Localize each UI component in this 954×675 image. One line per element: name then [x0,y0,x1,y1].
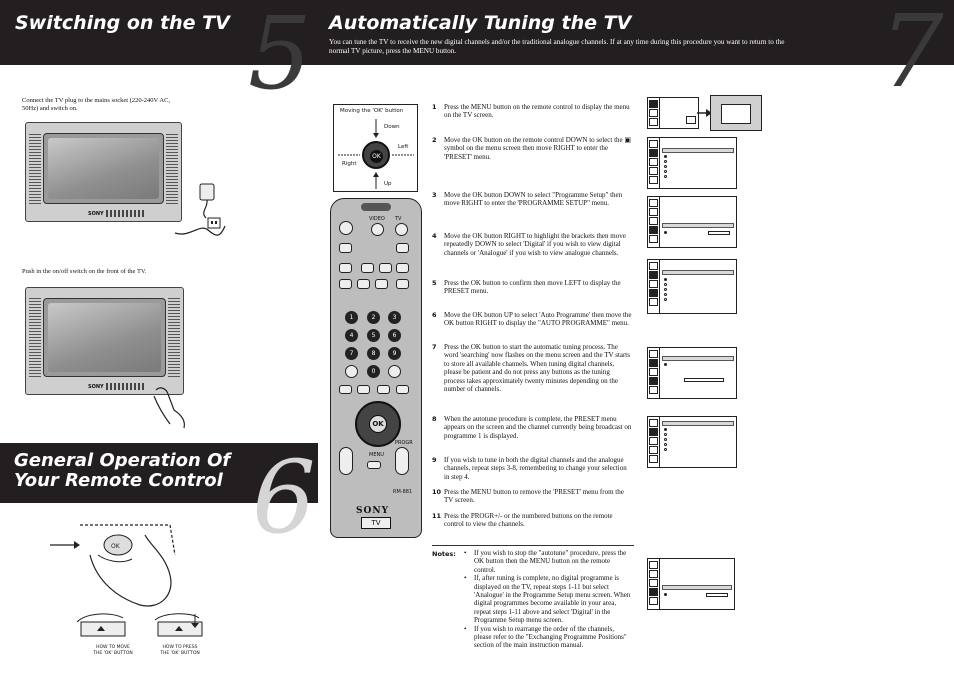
step-number: 2 [432,136,437,144]
notes-list [464,549,632,650]
menu-icon [649,386,658,394]
step-5 [432,279,632,296]
step-number: 9 [432,456,437,464]
tv-label: TV [395,216,402,222]
volume-rocker[interactable] [339,447,353,475]
menu-icon [649,377,658,385]
number-button-9[interactable]: 9 [388,347,401,360]
note-item: • If you wish to stop the "autotune" procedure, press the OK button then the MENU button on the remote control. [464,549,632,574]
progr-rocker[interactable] [395,447,409,475]
menu-icon [649,359,658,367]
tv-brand: SONY [88,384,104,390]
menu-icon [649,455,658,463]
function-button[interactable] [377,385,390,394]
menu-icon [649,437,658,445]
label-up: Up [384,181,392,187]
step-number: 4 [432,232,437,240]
menu-icon [649,579,658,587]
switching-title: Switching on the TV [15,12,230,34]
function-button[interactable] [375,279,388,289]
number-button-6[interactable]: 6 [388,329,401,342]
menu-icon [649,298,658,306]
menu-icon [649,208,658,216]
function-button[interactable] [379,263,392,273]
step-text: Press the OK button to start the automatic tuning process. The word 'searching' now flashes on the menu screen and the TV starts to store all available channels. When tuning digital channels, please be patient and do not press any buttons as the tuning process takes approximately twenty minutes depending on the number of channels. [444,343,630,394]
tv-screen [43,298,166,377]
menu-icon [649,167,658,175]
number-button-7[interactable]: 7 [345,347,358,360]
menu-screen-step-5 [647,259,737,314]
menu-highlight [662,270,734,275]
step-text: Move the OK button RIGHT to highlight the brackets then move repeatedly DOWN to select 'Digital' if you wish to view digital channels or 'Analogue' if you wish to view analogue channels. [444,232,626,257]
number-button-5[interactable]: 5 [367,329,380,342]
menu-bullet [664,443,667,446]
hand-pressing-switch-illustration [150,380,190,430]
menu-bullet [664,170,667,173]
step-text: Press the MENU button on the remote control to display the menu on the TV screen. [444,103,630,120]
menu-icon [649,428,658,436]
step-number: 8 [432,415,437,423]
step-text: Press the PROGR+/- or the numbered buttons on the remote control to view the channels. [444,512,613,529]
ok-label: OK [370,150,383,163]
menu-bullet [664,278,667,281]
step-6 [432,311,632,328]
menu-icon [649,226,658,234]
section-number-5: 5 [248,0,312,112]
how-to-press-caption: HOW TO PRESS THE 'OK' BUTTON [160,645,200,656]
menu-icon [649,118,658,126]
menu-bullet [664,433,667,436]
menu-window [686,116,696,124]
function-button[interactable] [339,279,352,289]
step-11 [432,512,632,529]
menu-icon [649,271,658,279]
tv-power-button[interactable] [395,223,408,236]
menu-button[interactable] [367,461,381,469]
step-number: 11 [432,512,442,520]
step-2 [432,136,632,161]
menu-bullet [664,293,667,296]
number-button-1[interactable]: 1 [345,311,358,324]
step-text: When the autotune procedure is complete, the PRESET menu appears on the screen and the channel currently being broadcast on programme 1 is displayed. [444,415,632,440]
menu-bullet [664,593,667,596]
tv-set-front-switch [25,287,184,395]
step-text: Move the OK button UP to select 'Auto Programme' then move the OK button RIGHT to display the "AUTO PROGRAMME" menu. [444,311,632,328]
note-item: • If, after tuning is complete, no digital programme is displayed on the TV, repeat steps 1-11 but select 'Analogue' in the Programme Setup menu screen. When digital programmes become available in your area, repeat steps 1-11 above and select 'Digital' in the Programme Setup menu screen. [464,574,632,624]
menu-icon [649,140,658,148]
step-text: Press the OK button to confirm then move LEFT to display the PRESET menu. [444,279,621,296]
tv-brand: SONY [88,211,104,217]
ir-window [361,203,391,211]
mains-plug-illustration [170,178,230,240]
notes-label: Notes: [432,550,456,558]
function-button[interactable] [361,263,374,273]
menu-bullet [664,160,667,163]
menu-bullet [664,288,667,291]
svg-text:OK: OK [111,543,120,550]
menu-bullet [664,155,667,158]
menu-highlight [662,148,734,153]
function-button[interactable] [357,385,370,394]
step-10 [432,488,632,505]
how-to-move-caption: HOW TO MOVE THE 'OK' BUTTON [93,645,133,656]
menu-icon [649,350,658,358]
menu-bullet [664,165,667,168]
tv-screen [43,133,164,204]
menu-highlight [662,356,734,361]
step-number: 7 [432,343,437,351]
menu-screen-step-8 [647,416,737,468]
instruction-mains: Connect the TV plug to the mains socket (220-240V AC, 50Hz) and switch on. [22,97,171,112]
menu-icon [649,368,658,376]
label-right: Right [342,161,357,167]
step-text: If you wish to tune in both the digital channels and the analogue channels, repeat steps 3-8, remembering to change your selection in step 4. [444,456,627,481]
menu-highlight [662,223,734,228]
control-panel [106,383,146,390]
remote-brand: SONY [356,506,389,516]
menu-icon [649,280,658,288]
speaker-grille [29,133,41,204]
menu-icon [649,419,658,427]
menu-icon [649,262,658,270]
step-number: 1 [432,103,437,111]
menu-icon [649,109,658,117]
remote-tv-badge: TV [361,517,391,529]
menu-icon [649,570,658,578]
menu-icon [649,289,658,297]
step-8 [432,415,632,440]
direction-arrows [334,105,419,193]
function-button[interactable] [396,279,409,289]
tv-set-front [25,122,182,222]
ok-diagram-title: Moving the 'OK' button [340,108,404,114]
menu-field [706,593,728,597]
speaker-grille [168,298,180,377]
step-text: Move the OK button on the remote control DOWN to select the ▣ symbol on the menu screen then move RIGHT to enter the 'PRESET' menu. [444,136,632,161]
step-text: Press the MENU button to remove the 'PRESET' menu from the TV screen. [444,488,624,505]
step-number: 6 [432,311,437,319]
number-button-0[interactable]: 0 [367,365,380,378]
speaker-grille [29,298,41,377]
tv-preview-screen [710,95,762,131]
menu-highlight [662,585,732,590]
notes-divider [432,545,634,546]
remote-control [330,198,422,538]
menu-field [708,231,730,235]
ok-button-label: OK [369,415,387,433]
step-3 [432,191,632,208]
function-button[interactable] [396,243,409,253]
function-button[interactable] [339,263,352,273]
menu-bullet [664,428,667,431]
menu-icon [649,561,658,569]
number-button-8[interactable]: 8 [367,347,380,360]
step-number: 5 [432,279,437,287]
step-9 [432,456,632,481]
step-text: Move the OK button DOWN to select "Programme Setup" then move RIGHT to enter the 'PROGRAMME SETUP" menu. [444,191,623,208]
jump-button[interactable] [388,365,401,378]
menu-bullet [664,448,667,451]
video-power-button[interactable] [371,223,384,236]
menu-icon [649,446,658,454]
menu-icon [649,199,658,207]
number-button-2[interactable]: 2 [367,311,380,324]
menu-bullet [664,298,667,301]
mute-button[interactable] [339,221,353,235]
instruction-on-off: Push in the on/off switch on the front of the TV. [22,268,147,275]
menu-icon [649,149,658,157]
function-button[interactable] [339,243,352,253]
dash-button[interactable] [345,365,358,378]
step-7 [432,343,632,393]
tuning-intro: You can tune the TV to receive the new digital channels and/or the traditional analogue channels. If at any time during this procedure you want to return to the normal TV picture, press the MENU button. [329,38,785,55]
menu-icon [649,597,658,605]
tuning-title: Automatically Tuning the TV [329,12,632,34]
menu-label: MENU [369,452,384,458]
label-down: Down [384,124,400,130]
menu-icon [649,100,658,108]
menu-screen-notes [647,558,735,610]
finger-diagrams [73,612,213,642]
note-item: • If you wish to rearrange the order of the channels, please refer to the "Exchanging Programme Positions" section of the main instruction manual. [464,625,632,650]
function-button[interactable] [396,263,409,273]
model-label: RM-881 [393,489,413,495]
section-number-6: 6 [252,439,316,556]
menu-bullet [664,283,667,286]
menu-icon [649,588,658,596]
ok-direction-diagram [333,104,418,192]
menu-screen-step-1 [647,97,699,129]
menu-bullet [664,438,667,441]
number-button-4[interactable]: 4 [345,329,358,342]
function-button[interactable] [396,385,409,394]
section-number-7: 7 [880,0,944,110]
menu-screen-step-7 [647,347,737,399]
control-panel [106,210,146,217]
menu-screen-step-3 [647,196,737,248]
menu-bullet [664,363,667,366]
number-button-3[interactable]: 3 [388,311,401,324]
menu-highlight [662,421,734,426]
step-number: 3 [432,191,437,199]
menu-bullet [664,175,667,178]
label-left: Left [398,144,409,150]
step-1 [432,103,632,120]
menu-bullet [664,231,667,234]
function-button[interactable] [339,385,352,394]
menu-icon [649,235,658,243]
step-4 [432,232,632,257]
menu-icon [649,217,658,225]
hand-on-ok-button-illustration [50,515,190,615]
function-button[interactable] [357,279,370,289]
progress-field [684,378,724,382]
menu-overlay [721,104,751,124]
step-number: 10 [432,488,442,496]
video-label: VIDEO [369,216,385,222]
menu-icon [649,176,658,184]
general-operation-title: General Operation Of Your Remote Control [14,450,231,491]
menu-screen-step-2 [647,137,737,189]
menu-icon [649,158,658,166]
progr-label: PROGR [395,440,413,446]
